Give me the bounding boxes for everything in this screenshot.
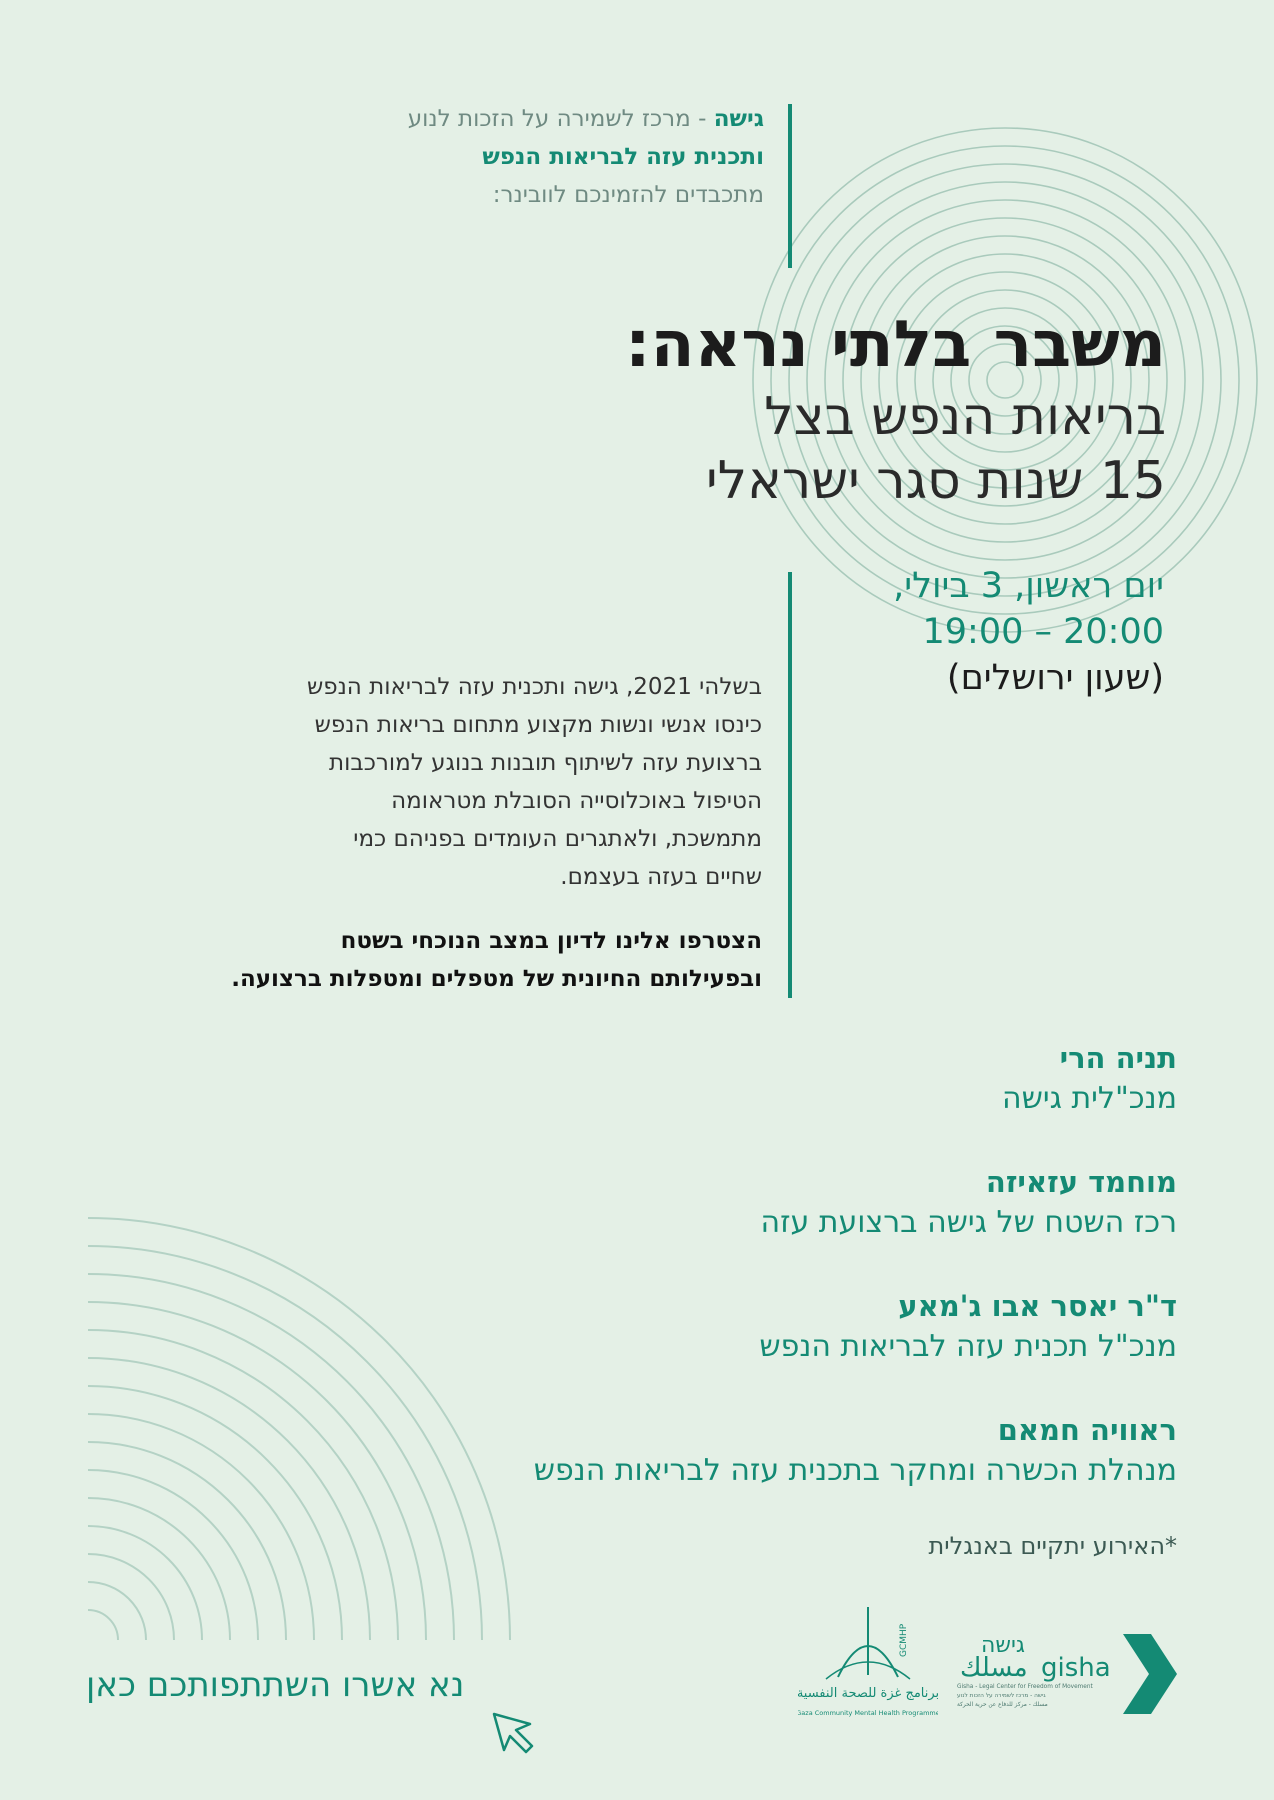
intro-text: [244, 100, 764, 214]
svg-text:مسلك - مركز للدفاع عن حرية الح: مسلك - مركز للدفاع عن حرية الحركة: [957, 1702, 1048, 1708]
subtitle-line-2: 15 שנות סגר ישראלי: [705, 451, 1166, 511]
svg-text:gisha: gisha: [1041, 1653, 1111, 1683]
speaker-name: ראוויה חמאם: [997, 1413, 1177, 1447]
speaker-item: [277, 1286, 1177, 1368]
speaker-name: מוחמד עזאיזה: [985, 1165, 1177, 1199]
event-datetime: [764, 563, 1164, 701]
description-divider: [788, 572, 792, 998]
description-line: שחיים בעזה בעצמם.: [560, 864, 762, 890]
decorative-arc: [2, 1554, 174, 1650]
language-note: *האירוע יתקיים באנגלית: [928, 1532, 1177, 1560]
event-description: [142, 668, 762, 998]
description-line: הטיפול באוכלוסייה הסובלת מטראומה: [391, 788, 762, 814]
gcmhp-emblem-icon: [798, 1605, 938, 1725]
registration-link[interactable]: נא אשרו השתתפותכם כאן: [86, 1665, 465, 1705]
event-date: יום ראשון, 3 ביולי,: [893, 566, 1164, 606]
svg-text:Gisha - Legal Center for Freed: Gisha - Legal Center for Freedom of Movement: [957, 1684, 1093, 1690]
intro-line-2: ותכנית עזה לבריאות הנפש: [482, 144, 764, 170]
gisha-logo-mark-icon: [955, 1628, 1180, 1723]
decorative-arc: [0, 1526, 202, 1650]
intro-org-name: גישה: [713, 106, 764, 132]
intro-line-1: גישה - מרכז לשמירה על הזכות לנוע: [407, 106, 764, 132]
gcmhp-logo: [798, 1605, 938, 1725]
speaker-item: [277, 1038, 1177, 1120]
call-to-join: [142, 922, 762, 998]
svg-text:Gaza Community Mental Health P: Gaza Community Mental Health Programme: [798, 1709, 938, 1717]
svg-text:גישה: גישה: [981, 1633, 1025, 1658]
decorative-arc: [0, 1498, 230, 1650]
intro-divider: [788, 104, 792, 268]
call-to-join-line-1: הצטרפו אלינו לדיון במצב הנוכחי בשטח: [340, 928, 762, 954]
intro-line-3: מתכבדים להזמינכם לוובינר:: [492, 182, 764, 208]
page-title: משבר בלתי נראה:: [625, 308, 1166, 382]
pointer-cursor-icon: [490, 1710, 536, 1756]
description-line: בשלהי 2021, גישה ותכנית עזה לבריאות הנפש: [306, 674, 762, 700]
decorative-arc: [0, 1414, 314, 1650]
svg-text:GCMHP: GCMHP: [899, 1623, 909, 1657]
event-time: 19:00 – 20:00: [922, 612, 1164, 652]
event-timezone: (שעון ירושלים): [946, 658, 1164, 698]
speaker-role: מנהלת הכשרה ומחקר בתכנית עזה לבריאות הנפש: [533, 1453, 1177, 1488]
description-line: ברצועת עזה לשיתוף תובנות בנוגע למורכבות: [329, 750, 762, 776]
description-line: מתמשכת, ולאתגרים העומדים בפניהם כמי: [353, 826, 762, 852]
svg-text:برنامج غزة للصحة النفسية: برنامج غزة للصحة النفسية: [798, 1686, 938, 1701]
decorative-arc: [0, 1470, 258, 1650]
speaker-role: מנכ"לית גישה: [1002, 1081, 1177, 1116]
speaker-name: ד"ר יאסר אבו ג'מאע: [898, 1289, 1177, 1323]
speaker-name: תניה הרי: [1059, 1041, 1177, 1075]
speaker-role: רכז השטח של גישה ברצועת עזה: [760, 1205, 1177, 1240]
decorative-arc: [58, 1610, 118, 1650]
description-line: כינסו אנשי ונשות מקצוע מתחום בריאות הנפש: [314, 712, 762, 738]
gisha-logo: [955, 1628, 1180, 1723]
subtitle-line-1: בריאות הנפש בצל: [764, 387, 1166, 447]
speaker-item: [277, 1410, 1177, 1492]
call-to-join-line-2: ובפעילותם החיונית של מטפלים ומטפלות ברצועה.: [231, 966, 762, 992]
svg-text:مسلك: مسلك: [960, 1653, 1028, 1683]
decorative-arc: [0, 1442, 286, 1650]
speaker-item: [277, 1162, 1177, 1244]
chevron-right-icon: [1123, 1634, 1177, 1714]
speakers-list: [277, 1038, 1177, 1534]
decorative-arc: [30, 1582, 146, 1650]
speaker-role: מנכ"ל תכנית עזה לבריאות הנפש: [759, 1329, 1177, 1364]
title-block: [266, 305, 1166, 513]
svg-text:גישה - מרכז לשמירה על הזכות לנ: גישה - מרכז לשמירה על הזכות לנוע: [957, 1693, 1046, 1699]
